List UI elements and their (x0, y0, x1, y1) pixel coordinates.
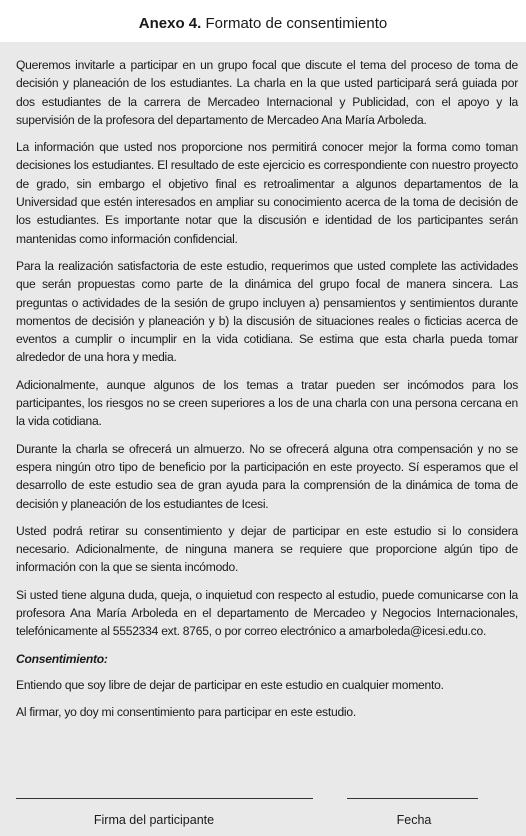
annex-number: Anexo 4. (138, 15, 202, 32)
paragraph-contact: Si usted tiene alguna duda, queja, o inquietud con respecto al estudio, puede comunicarse con la profesora Ana María Arboleda en el departamento de Mercadeo y Negocios Internacionales, telefónicamente al 5552334 ext. 8765, o por correo electrónico a amarboleda@icesi.edu.co. (16, 587, 518, 639)
participant-signature-label: Firma del participante (93, 813, 215, 827)
annex-title-text: Formato de consentimiento (205, 15, 388, 32)
consent-statement-signing: Al firmar, yo doy mi consentimiento para participar en este estudio. (16, 705, 356, 720)
consent-heading: Consentimiento: (16, 651, 108, 666)
paragraph-compensation: Durante la charla se ofrecerá un almuerzo. No se ofrecerá alguna otra compensación y no se espera ningún otro tipo de beneficio por la participación en este proyecto. Sí esperamos que el desarrollo de este estudio sea de gran ayuda para la comprensión de la dinámica de toma de decisión y planeación de los estudiantes de Icesi. (16, 441, 518, 511)
date-label: Fecha (396, 813, 432, 827)
paragraph-information-use: La información que usted nos proporcione nos permitirá conocer mejor la forma como toman decisiones los estudiantes. El resultado de este ejercicio es correspondiente con nuestro proyecto de grado, sin embargo el objetivo final es retroalimentar a algunos departamentos de la Universidad que estén interesados en ampliar su conocimiento acerca de la toma de decisión de los estudiantes. Es importante notar que la discusión e identidad de los participantes serán mantenidas como información confidencial. (16, 140, 518, 246)
consent-form-body (16, 56, 518, 731)
paragraph-invitation: Queremos invitarle a participar en un grupo focal que discute el tema del proceso de toma de decisión y planeación de los estudiantes. La charla en la que usted participará será guiada por dos estudiantes de la carrera de Mercadeo Internacional y Publicidad, con el apoyo y la supervisión de la profesora del departamento de Mercadeo Ana María Arboleda. (16, 58, 518, 127)
date-signature-line[interactable] (347, 798, 478, 799)
paragraph-activities: Para la realización satisfactoria de este estudio, requerimos que usted complete las actividades que serán propuestas como parte de la dinámica del grupo focal de manera sincera. Las preguntas o actividades de la sesión de grupo incluyen a) pensamientos y sentimientos durante momentos de decisión y planeación y b) la discusión de situaciones reales o ficticias acerca de eventos a cumplir o incumplir en la vida cotidiana. Se estima que esta charla pueda tomar alrededor de una hora y media. (16, 258, 518, 365)
participant-signature-line[interactable] (16, 798, 313, 799)
consent-form-box (0, 42, 526, 836)
paragraph-withdrawal: Usted podrá retirar su consentimiento y dejar de participar en este estudio si lo considera necesario. Adicionalmente, de ninguna manera se requiere que proporcione algún tipo de información con la que se sienta incómodo. (16, 523, 518, 575)
consent-statement-freedom: Entiendo que soy libre de dejar de participar en este estudio en cualquier momento. (16, 677, 444, 692)
paragraph-risks: Adicionalmente, aunque algunos de los temas a tratar pueden ser incómodos para los participantes, los riesgos no se creen superiores a los de una charla con una persona cercana en la vida cotidiana. (16, 377, 518, 429)
annex-title (0, 14, 526, 34)
